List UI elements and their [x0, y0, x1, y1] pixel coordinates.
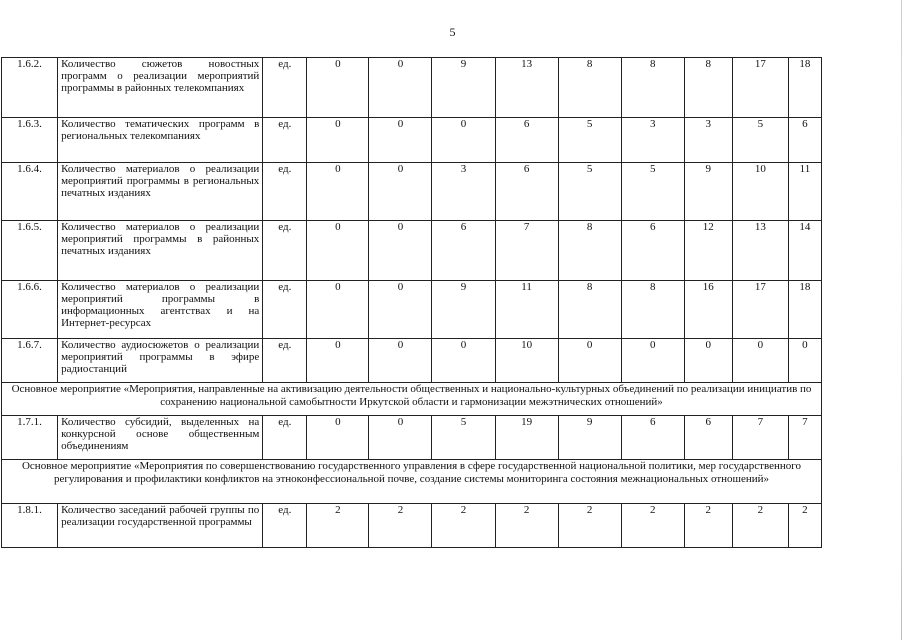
value-cell: 7	[495, 221, 558, 281]
value-cell: 0	[621, 339, 684, 383]
table-row	[2, 58, 822, 118]
value-cell: 17	[732, 58, 788, 118]
row-number: 1.6.5.	[2, 221, 58, 281]
indicator-name: Количество материалов о реализации мероприятий программы в районных печатных изданиях	[58, 221, 263, 281]
value-cell: 5	[621, 163, 684, 221]
value-cell: 13	[732, 221, 788, 281]
value-cell: 0	[369, 221, 432, 281]
row-number: 1.6.2.	[2, 58, 58, 118]
value-cell: 8	[684, 58, 732, 118]
value-cell: 0	[732, 339, 788, 383]
value-cell: 0	[307, 221, 369, 281]
row-number: 1.6.3.	[2, 118, 58, 163]
value-cell: 2	[369, 504, 432, 548]
row-number: 1.8.1.	[2, 504, 58, 548]
value-cell: 6	[621, 221, 684, 281]
value-cell: 3	[621, 118, 684, 163]
value-cell: 0	[307, 416, 369, 460]
row-number: 1.7.1.	[2, 416, 58, 460]
value-cell: 18	[788, 58, 821, 118]
unit-cell: ед.	[263, 416, 307, 460]
section-row	[2, 383, 822, 416]
value-cell: 9	[432, 281, 495, 339]
value-cell: 18	[788, 281, 821, 339]
indicator-name: Количество субсидий, выделенных на конкурсной основе общественным объединениям	[58, 416, 263, 460]
table-row	[2, 163, 822, 221]
indicator-name: Количество аудиосюжетов о реализации мероприятий программы в эфире радиостанций	[58, 339, 263, 383]
section-heading: Основное мероприятие «Мероприятия, направленные на активизацию деятельности общественных и национально-культурных объединений по реализации инициатив по сохранению национальной самобытности Иркутской области и гармонизации межэтнических отношений»	[2, 383, 822, 416]
value-cell: 2	[621, 504, 684, 548]
indicator-name: Количество тематических программ в региональных телекомпаниях	[58, 118, 263, 163]
value-cell: 0	[369, 118, 432, 163]
value-cell: 6	[432, 221, 495, 281]
value-cell: 5	[732, 118, 788, 163]
value-cell: 0	[432, 339, 495, 383]
value-cell: 13	[495, 58, 558, 118]
indicator-name: Количество сюжетов новостных программ о реализации мероприятий программы в районных телекомпаниях	[58, 58, 263, 118]
value-cell: 16	[684, 281, 732, 339]
indicator-name: Количество материалов о реализации мероприятий программы в информационных агентствах и на Интернет-ресурсах	[58, 281, 263, 339]
scan-edge	[901, 0, 902, 640]
page-number: 5	[449, 25, 456, 39]
indicator-name: Количество заседаний рабочей группы по реализации государственной программы	[58, 504, 263, 548]
value-cell: 2	[307, 504, 369, 548]
row-number: 1.6.7.	[2, 339, 58, 383]
table-row	[2, 504, 822, 548]
value-cell: 8	[558, 221, 621, 281]
value-cell: 10	[732, 163, 788, 221]
value-cell: 2	[558, 504, 621, 548]
row-number: 1.6.4.	[2, 163, 58, 221]
table-row	[2, 416, 822, 460]
section-heading: Основное мероприятие «Мероприятия по совершенствованию государственного управления в сфере государственной национальной политики, мер государственного регулирования и профилактики конфликтов на этноконфессиональной почве, создание системы мониторинга состояния межнациональных отношений»	[2, 460, 822, 504]
value-cell: 0	[369, 416, 432, 460]
indicator-name: Количество материалов о реализации мероприятий программы в региональных печатных изданиях	[58, 163, 263, 221]
value-cell: 7	[788, 416, 821, 460]
value-cell: 2	[432, 504, 495, 548]
value-cell: 0	[307, 58, 369, 118]
value-cell: 0	[684, 339, 732, 383]
value-cell: 17	[732, 281, 788, 339]
value-cell: 6	[495, 163, 558, 221]
unit-cell: ед.	[263, 221, 307, 281]
table-row	[2, 281, 822, 339]
value-cell: 0	[788, 339, 821, 383]
unit-cell: ед.	[263, 281, 307, 339]
value-cell: 3	[432, 163, 495, 221]
value-cell: 2	[788, 504, 821, 548]
value-cell: 0	[369, 58, 432, 118]
value-cell: 6	[495, 118, 558, 163]
value-cell: 14	[788, 221, 821, 281]
value-cell: 3	[684, 118, 732, 163]
value-cell: 2	[732, 504, 788, 548]
value-cell: 5	[558, 163, 621, 221]
value-cell: 2	[684, 504, 732, 548]
value-cell: 6	[788, 118, 821, 163]
value-cell: 19	[495, 416, 558, 460]
value-cell: 9	[432, 58, 495, 118]
value-cell: 9	[684, 163, 732, 221]
unit-cell: ед.	[263, 118, 307, 163]
unit-cell: ед.	[263, 339, 307, 383]
value-cell: 0	[307, 118, 369, 163]
value-cell: 2	[495, 504, 558, 548]
value-cell: 9	[558, 416, 621, 460]
section-row	[2, 460, 822, 504]
table-row	[2, 221, 822, 281]
value-cell: 0	[369, 163, 432, 221]
value-cell: 0	[307, 163, 369, 221]
value-cell: 8	[558, 281, 621, 339]
value-cell: 0	[432, 118, 495, 163]
value-cell: 0	[558, 339, 621, 383]
value-cell: 6	[684, 416, 732, 460]
unit-cell: ед.	[263, 58, 307, 118]
indicators-table	[1, 57, 822, 548]
value-cell: 8	[621, 281, 684, 339]
value-cell: 11	[495, 281, 558, 339]
value-cell: 0	[369, 281, 432, 339]
value-cell: 0	[307, 281, 369, 339]
unit-cell: ед.	[263, 163, 307, 221]
value-cell: 12	[684, 221, 732, 281]
value-cell: 7	[732, 416, 788, 460]
row-number: 1.6.6.	[2, 281, 58, 339]
value-cell: 5	[558, 118, 621, 163]
value-cell: 10	[495, 339, 558, 383]
table-row	[2, 118, 822, 163]
value-cell: 5	[432, 416, 495, 460]
value-cell: 6	[621, 416, 684, 460]
value-cell: 8	[621, 58, 684, 118]
value-cell: 0	[307, 339, 369, 383]
value-cell: 11	[788, 163, 821, 221]
value-cell: 8	[558, 58, 621, 118]
value-cell: 0	[369, 339, 432, 383]
unit-cell: ед.	[263, 504, 307, 548]
table-row	[2, 339, 822, 383]
